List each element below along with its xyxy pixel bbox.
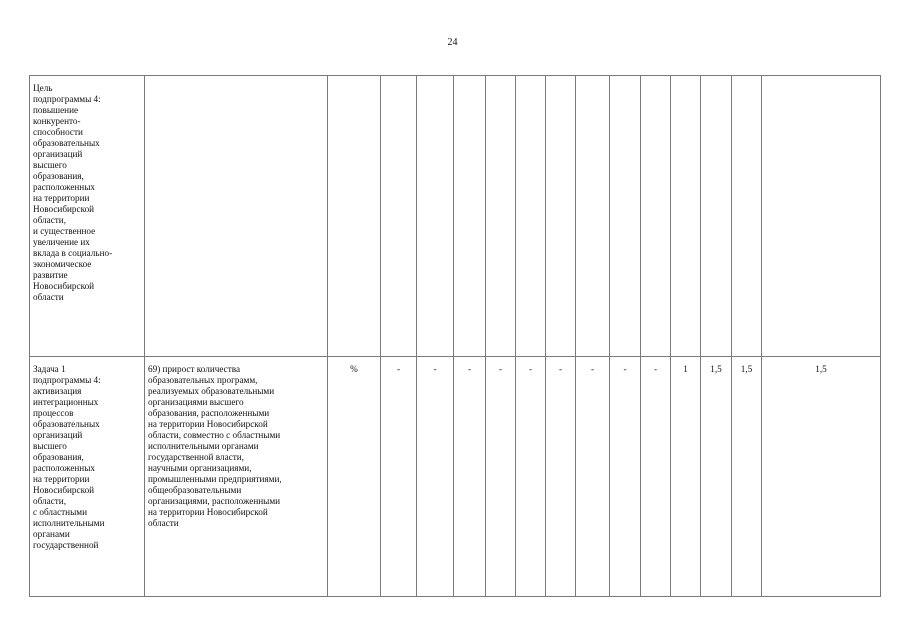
value-cell: 1,5 xyxy=(762,357,881,597)
value-cell xyxy=(417,76,454,357)
task-label-cell: Задача 1 подпрограммы 4: активизация интеграционных процессов образовательных организаций высшего образования, расположенных на территории Новосибирской области, с областными исполнительными органами государственной xyxy=(30,357,145,597)
value-cell: - xyxy=(454,357,486,597)
value-cell: - xyxy=(417,357,454,597)
value-cell xyxy=(516,76,546,357)
value-cell xyxy=(486,76,516,357)
value-cell xyxy=(576,76,610,357)
value-cell: - xyxy=(486,357,516,597)
indicator-cell: 69) прирост количества образовательных программ, реализуемых образовательными организациями высшего образования, расположенными на территории Новосибирской области, совместно с областными исполнительными органами государственной власти, научными организациями, промышленными предприятиями, общеобразовательными организациями, расположенными на территории Новосибирской области xyxy=(145,357,328,597)
table-row-task xyxy=(30,357,881,597)
value-cell: 1,5 xyxy=(701,357,732,597)
value-cell xyxy=(454,76,486,357)
value-cell xyxy=(641,76,671,357)
goal-label-cell: Цель подпрограммы 4: повышение конкуренто- способности образовательных организаций высшего образования, расположенных на территории Новосибирской области, и существенное увеличение их вклада в социально- экономическое развитие Новосибирской области xyxy=(30,76,145,357)
value-cell: - xyxy=(516,357,546,597)
page-number: 24 xyxy=(447,37,458,48)
value-cell: - xyxy=(381,357,417,597)
indicator-cell xyxy=(145,76,328,357)
value-cell: - xyxy=(610,357,641,597)
value-cell: - xyxy=(576,357,610,597)
indicator-table xyxy=(29,75,881,597)
value-cell xyxy=(732,76,762,357)
value-cell xyxy=(671,76,701,357)
table-row-goal xyxy=(30,76,881,357)
value-cell xyxy=(546,76,576,357)
value-cell xyxy=(381,76,417,357)
unit-cell xyxy=(328,76,381,357)
value-cell: - xyxy=(546,357,576,597)
value-cell: 1,5 xyxy=(732,357,762,597)
unit-cell: % xyxy=(328,357,381,597)
value-cell xyxy=(701,76,732,357)
value-cell xyxy=(610,76,641,357)
value-cell: 1 xyxy=(671,357,701,597)
value-cell: - xyxy=(641,357,671,597)
value-cell xyxy=(762,76,881,357)
